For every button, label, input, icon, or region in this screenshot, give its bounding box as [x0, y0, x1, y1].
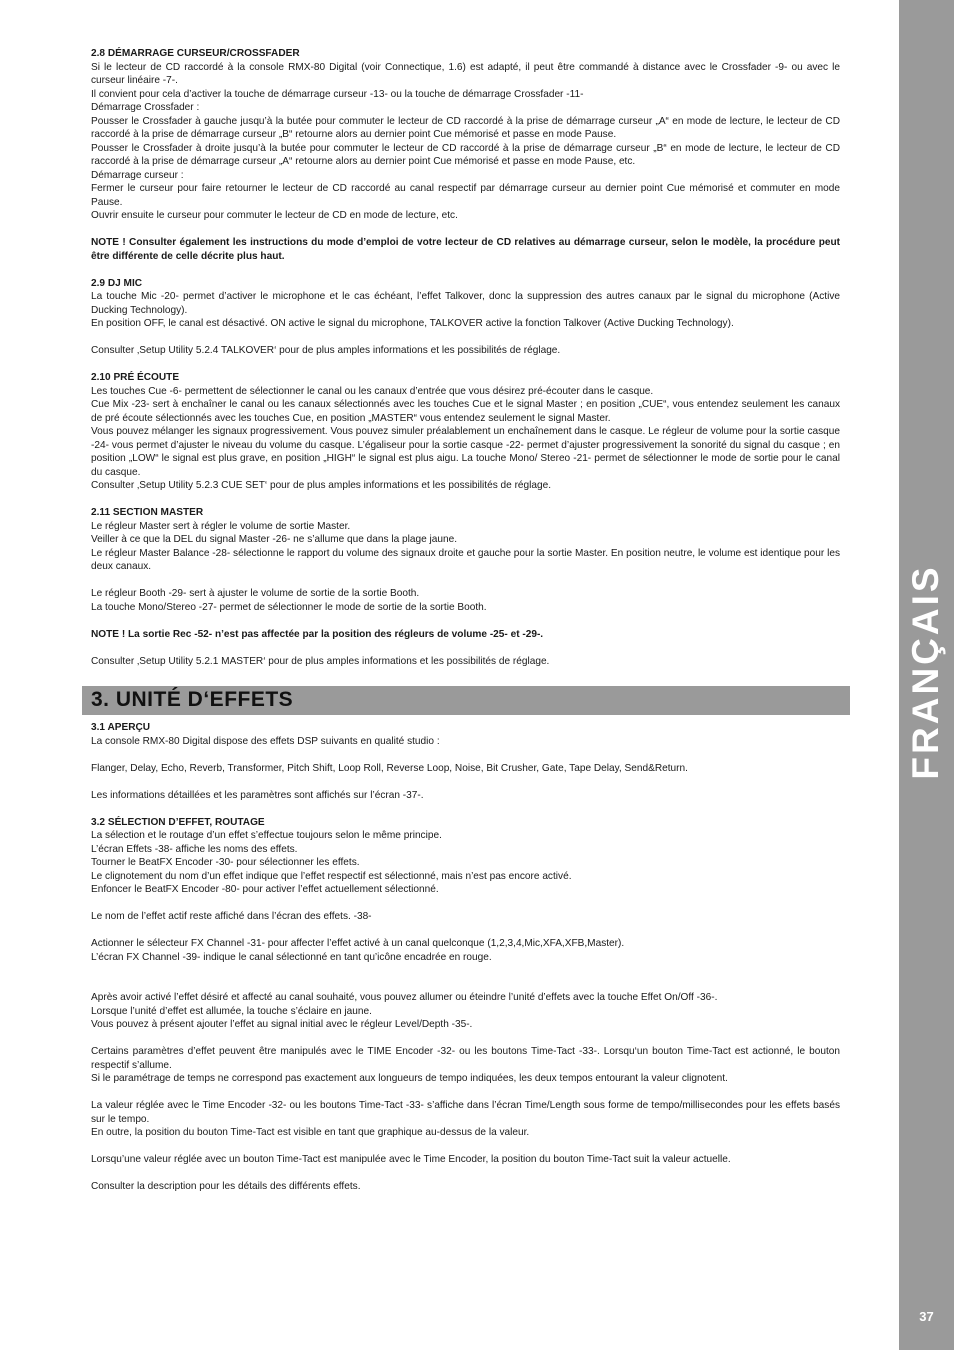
- heading-3-2: 3.2 SÉLECTION D’EFFET, ROUTAGE: [91, 816, 265, 828]
- paragraph: Lorsqu’une valeur réglée avec un bouton Time-Tact est manipulée avec le Time Encoder, la position du bouton Time-Tact suit la valeur actuelle.: [91, 1154, 731, 1165]
- language-sidebar: [899, 0, 954, 1350]
- page-number: 37: [919, 1309, 934, 1324]
- paragraph: La console RMX-80 Digital dispose des effets DSP suivants en qualité studio :: [91, 735, 440, 747]
- paragraph: Actionner le sélecteur FX Channel -31- pour affecter l’effet activé à un canal quelconque (1,2,3,4,Mic,XFA,XFB,Master).: [91, 938, 625, 949]
- document-body: [91, 47, 840, 1194]
- paragraph: Les informations détaillées et les paramètres sont affichés sur l’écran -37-.: [91, 789, 424, 801]
- paragraph: La sélection et le routage d’un effet s’effectue toujours selon le même principe.: [91, 830, 442, 841]
- paragraph: Enfoncer le BeatFX Encoder -80- pour activer l’effet actuellement sélectionné.: [91, 884, 439, 895]
- paragraph: Après avoir activé l’effet désiré et affecté au canal souhaité, vous pouvez allumer ou éteindre l’unité d’effets avec la touche Effet On/Off -36-.: [91, 992, 718, 1003]
- chapter-heading-bar: [82, 686, 850, 715]
- effects-list: Flanger, Delay, Echo, Reverb, Transformer, Pitch Shift, Loop Roll, Reverse Loop, Noise, Bit Crusher, Gate, Tape Delay, Send&Return.: [91, 762, 688, 774]
- paragraph: Si le lecteur de CD raccordé à la console RMX-80 Digital (voir Connectique, 1.6) est adapté, il peut être commandé à distance avec le Crossfader -9- ou avec le curseur linéaire -7-.: [91, 61, 840, 86]
- paragraph: Le régleur Booth -29- sert à ajuster le volume de sortie de la sortie Booth.: [91, 588, 420, 599]
- paragraph: Démarrage Crossfader :: [91, 102, 200, 113]
- paragraph: Consulter la description pour les détails des différents effets.: [91, 1181, 361, 1192]
- heading-2-9: 2.9 DJ MIC: [91, 277, 143, 289]
- paragraph: Fermer le curseur pour faire retourner le lecteur de CD raccordé au canal respectif par démarrage curseur au dernier point Cue mémorisé et commuter en mode Pause.: [91, 183, 840, 208]
- heading-3-1: 3.1 APERÇU: [91, 722, 151, 733]
- paragraph: Pousser le Crossfader à droite jusqu’à la butée pour commuter le lecteur de CD raccordé à la prise de démarrage curseur „B“ en mode de lecture, le lecteur de CD raccordé à la prise de démarrage curseur „A“ retourne alors au dernier point Cue mémorisé et passe en mode Pause, etc.: [91, 142, 840, 167]
- paragraph: La touche Mono/Stereo -27- permet de sélectionner le mode de sortie de la sortie Booth.: [91, 601, 487, 613]
- paragraph: Veiller à ce que la DEL du signal Master -26- ne s’allume que dans la plage jaune.: [91, 534, 458, 545]
- language-label: FRANÇAIS: [905, 564, 946, 780]
- paragraph: Cue Mix -23- sert à enchaîner le canal ou les canaux sélectionnés avec les touches Cue et le signal Master ; en position „CUE“, vous entendez seulement les canaux de pré écoute sélectionnés avec les touches Cue, en position „MASTER“ vous entendez seulement le signal Master.: [91, 399, 840, 424]
- paragraph: La touche Mic -20- permet d’activer le microphone et le cas échéant, l’effet Talkover, donc la suppression des autres canaux par le signal du microphone (Active Ducking Technology).: [91, 291, 840, 316]
- paragraph: Consulter ‚Setup Utility 5.2.4 TALKOVER‘ pour de plus amples informations et les possibilités de réglage.: [91, 345, 561, 356]
- paragraph: Consulter ‚Setup Utility 5.2.3 CUE SET‘ pour de plus amples informations et les possibilités de réglage.: [91, 480, 552, 491]
- heading-2-8: 2.8 DÉMARRAGE CURSEUR/CROSSFADER: [91, 48, 300, 59]
- paragraph: Pousser le Crossfader à gauche jusqu’à la butée pour commuter le lecteur de CD raccordé à la prise de démarrage curseur „A“ en mode de lecture, le lecteur de CD raccordé à la prise de démarrage curseur „B“ retourne alors au dernier point Cue mémorisé et passe en mode Pause.: [91, 115, 840, 140]
- note: NOTE ! La sortie Rec -52- n’est pas affectée par la position des régleurs de volume -25- et -29-.: [91, 628, 544, 640]
- paragraph: Le nom de l’effet actif reste affiché dans l’écran des effets. -38-: [91, 911, 372, 922]
- paragraph: Tourner le BeatFX Encoder -30- pour sélectionner les effets.: [91, 857, 360, 868]
- paragraph: L’écran Effets -38- affiche les noms des effets.: [91, 843, 298, 855]
- note: NOTE ! Consulter également les instructions du mode d’emploi de votre lecteur de CD relatives au démarrage curseur, selon le modèle, la procédure peut être différente de celle décrite plus haut.: [91, 237, 840, 262]
- paragraph: La valeur réglée avec le Time Encoder -32- ou les boutons Time-Tact -33- s’affiche dans l’écran Time/Length sous forme de tempo/millisecondes pour les effets basés sur le tempo.: [91, 1100, 840, 1125]
- paragraph: Le régleur Master Balance -28- sélectionne le rapport du volume des signaux droite et gauche pour la sortie Master. En position neutre, le volume est identique pour les deux canaux.: [91, 547, 840, 572]
- chapter-title: 3. UNITÉ D‘EFFETS: [91, 688, 294, 711]
- paragraph: En outre, la position du bouton Time-Tact est visible en tant que graphique au-dessus de la valeur.: [91, 1127, 530, 1138]
- paragraph: Il convient pour cela d’activer la touche de démarrage curseur -13- ou la touche de démarrage Crossfader -11-: [91, 88, 584, 100]
- paragraph: Le clignotement du nom d’un effet indique que l’effet respectif est sélectionné, mais n’est pas encore activé.: [91, 870, 572, 882]
- paragraph: Le régleur Master sert à régler le volume de sortie Master.: [91, 520, 351, 532]
- heading-2-10: 2.10 PRÉ ÉCOUTE: [91, 372, 180, 383]
- paragraph: Si le paramétrage de temps ne correspond pas exactement aux longueurs de tempo indiquées, les deux tempos entourant la valeur clignotent.: [91, 1073, 728, 1084]
- paragraph: Certains paramètres d’effet peuvent être manipulés avec le TIME Encoder -32- ou les boutons Time-Tact -33-. Lorsqu‘un bouton Time-Tact est actionné, le bouton respectif s’allume.: [91, 1046, 840, 1071]
- paragraph: Vous pouvez mélanger les signaux progressivement. Vous pouvez simuler préalablement un enchaînement dans le casque. Le régleur de volume pour la sortie casque -24- vous permet d’ajuster le niveau du volume du casque. L’égaliseur pour la sortie casque -22- permet d’ajuster progressivement la sonorité du signal du casque ; en position „LOW“ le signal est plus grave, en position „HIGH“ le signal est plus aigu. La touche Mono/ Stereo -21- permet de sélectionner le mode de sortie pour le canal du casque.: [91, 426, 840, 478]
- paragraph: L’écran FX Channel -39- indique le canal sélectionné en tant qu’icône encadrée en rouge.: [91, 951, 492, 963]
- paragraph: Les touches Cue -6- permettent de sélectionner le canal ou les canaux d’entrée que vous désirez pré-écouter dans le casque.: [91, 385, 654, 397]
- heading-2-11: 2.11 SECTION MASTER: [91, 507, 204, 518]
- paragraph: Consulter ‚Setup Utility 5.2.1 MASTER‘ pour de plus amples informations et les possibilités de réglage.: [91, 655, 550, 667]
- paragraph: Ouvrir ensuite le curseur pour commuter le lecteur de CD en mode de lecture, etc.: [91, 210, 458, 221]
- paragraph: Lorsque l’unité d’effet est allumée, la touche s’éclaire en jaune.: [91, 1005, 372, 1017]
- paragraph: Vous pouvez à présent ajouter l’effet au signal initial avec le régleur Level/Depth -35-.: [91, 1019, 473, 1030]
- paragraph: Démarrage curseur :: [91, 169, 184, 181]
- paragraph: En position OFF, le canal est désactivé. ON active le signal du microphone, TALKOVER active la fonction Talkover (Active Ducking Technology).: [91, 318, 734, 329]
